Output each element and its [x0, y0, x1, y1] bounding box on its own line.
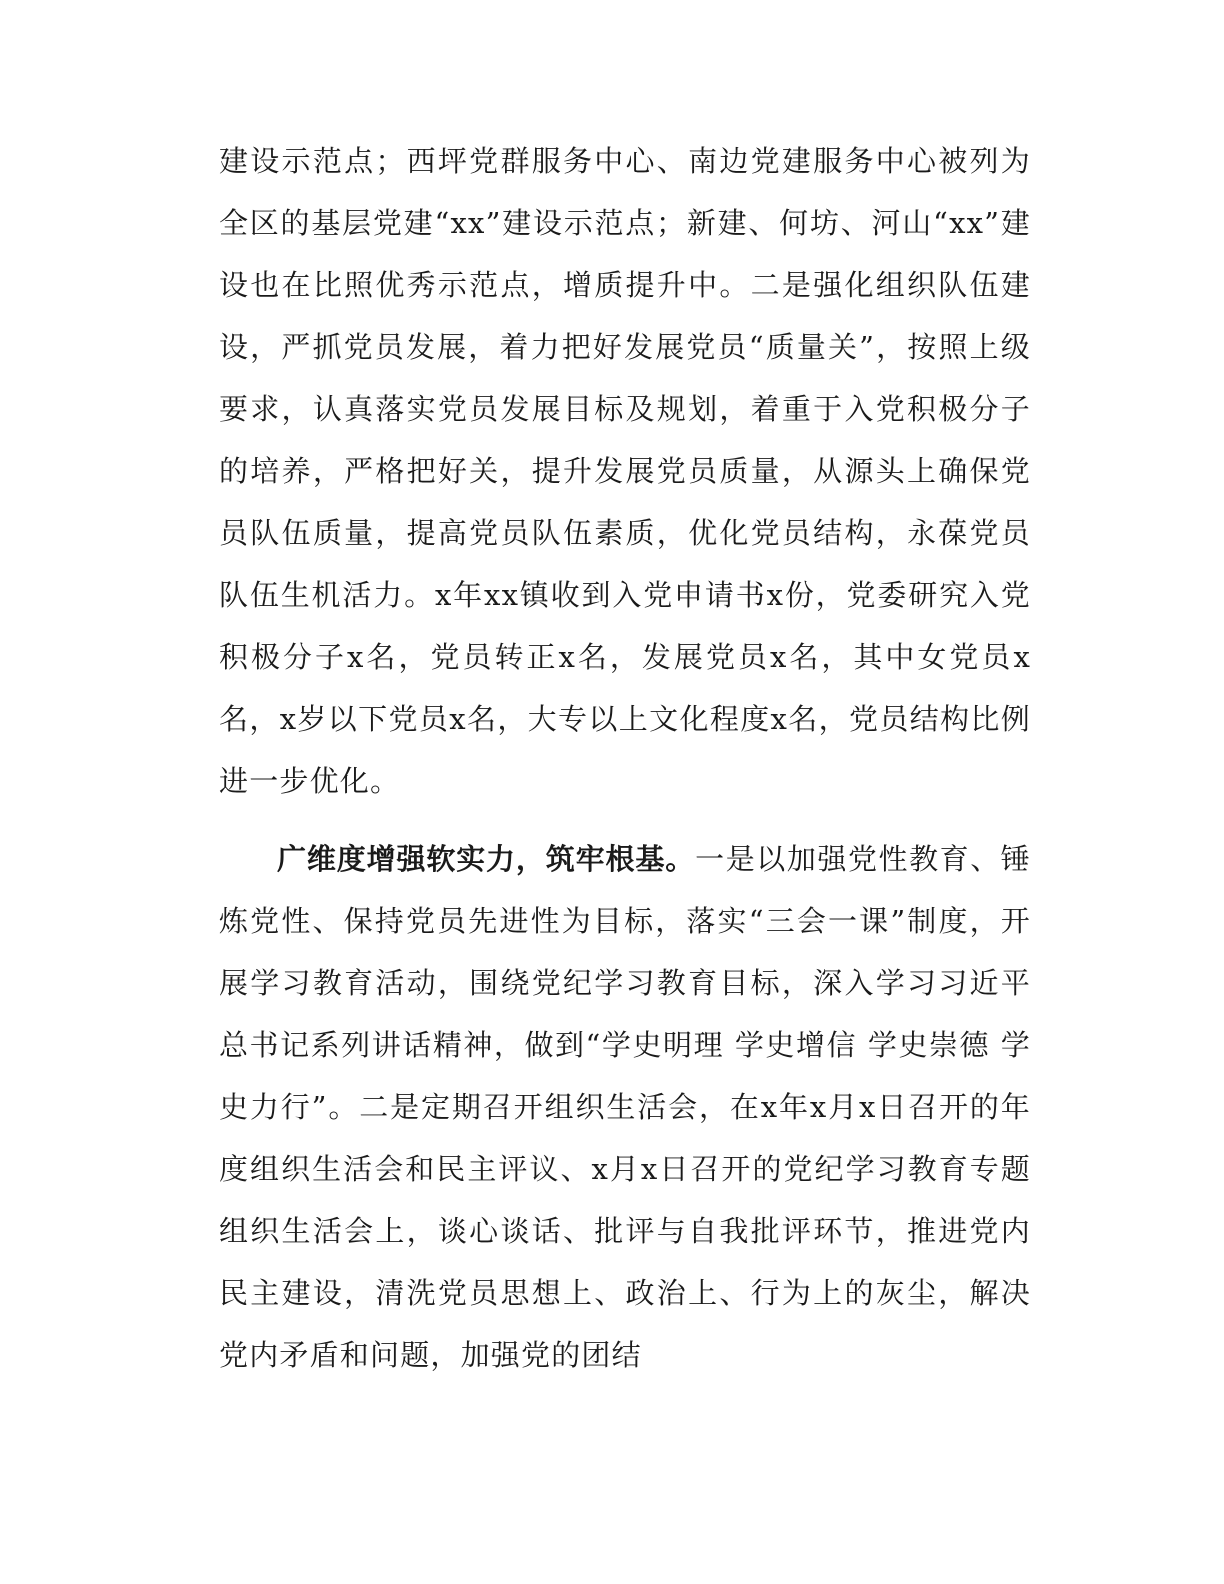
- body-paragraph-2: [219, 828, 1031, 1386]
- paragraph-lead-heading: 广维度增强软实力，筑牢根基。: [277, 842, 696, 876]
- paragraph-body-text: 一是以加强党性教育、锤炼党性、保持党员先进性为目标，落实“三会一课”制度，开展学习教育活动，围绕党纪学习教育目标，深入学习习近平总书记系列讲话精神，做到“学史明理 学史增信 学史崇德 学史力行”。二是定期召开组织生活会，在x年x月x日召开的年度组织生活会和民主评议、x月x日召开的党纪学习教育专题组织生活会上，谈心谈话、批评与自我批评环节，推进党内民主建设，清洗党员思想上、政治上、行为上的灰尘，解决党内矛盾和问题，加强党的团结: [219, 842, 1031, 1372]
- body-paragraph-1: 建设示范点；西坪党群服务中心、南边党建服务中心被列为全区的基层党建“xx”建设示范点；新建、何坊、河山“xx”建设也在比照优秀示范点，增质提升中。二是强化组织队伍建设，严抓党员发展，着力把好发展党员“质量关”，按照上级要求，认真落实党员发展目标及规划，着重于入党积极分子的培养，严格把好关，提升发展党员质量，从源头上确保党员队伍质量，提高党员队伍素质，优化党员结构，永葆党员队伍生机活力。x年xx镇收到入党申请书x份，党委研究入党积极分子x名，党员转正x名，发展党员x名，其中女党员x名，x岁以下党员x名，大专以上文化程度x名，党员结构比例进一步优化。: [219, 144, 1031, 798]
